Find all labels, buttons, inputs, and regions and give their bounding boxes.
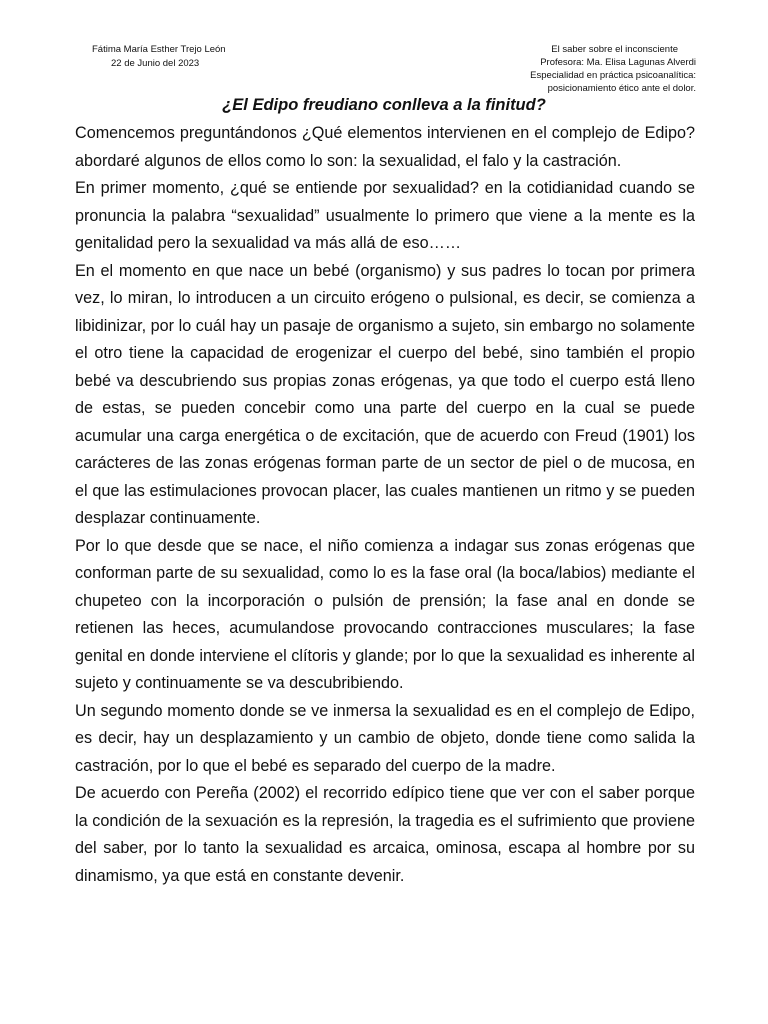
essay-body — [75, 120, 695, 890]
paragraph-6: De acuerdo con Pereña (2002) el recorrido edípico tiene que ver con el saber porque la condición de la sexuación es la represión, la tragedia es el sufrimiento que proviene del saber, por lo tanto la sexualidad es arcaica, ominosa, escapa al hombre por su dinamismo, ya que está en constante devenir. — [75, 784, 695, 885]
course-name: El saber sobre el inconsciente — [551, 44, 678, 55]
paragraph-4: Por lo que desde que se nace, el niño comienza a indagar sus zonas erógenas que conforman parte de su sexualidad, como lo es la fase oral (la boca/labios) mediante el chupeteo con la incorporación o pulsión de prensión; la fase anal en donde se retienen las heces, acumulandose provocando contracciones musculares; la fase genital en donde interviene el clítoris y glande; por lo que la sexualidad es inherente al sujeto y continuamente se va descubribiendo. — [75, 536, 695, 692]
paragraph-3: En el momento en que nace un bebé (organismo) y sus padres lo tocan por primera vez, lo miran, lo introducen a un circuito erógeno o pulsional, es decir, se comienza a libidinizar, por lo cuál hay un pasaje de organismo a sujeto, sin embargo no solamente el otro tiene la capacidad de erogenizar el cuerpo del bebé, sino también el propio bebé va descubriendo sus propias zonas erógenas, ya que todo el cuerpo está lleno de estas, se pueden concebir como una parte del cuerpo en la cual se puede acumular una carga energética o de excitación, que de acuerdo con Freud (1901) los carácteres de las zonas erógenas forman parte de un sector de piel o de mucosa, en el que las estimulaciones provocan placer, las cuales mantienen un ritmo y se pueden desplazar continuamente. — [75, 261, 695, 527]
header-author-block — [92, 43, 226, 70]
essay-title: ¿El Edipo freudiano conlleva a la finitud? — [222, 96, 546, 114]
author-name: Fátima María Esther Trejo León — [92, 44, 226, 55]
program-line-1: Especialidad en práctica psicoanalítica: — [530, 70, 696, 81]
paragraph-1: Comencemos preguntándonos ¿Qué elementos intervienen en el complejo de Edipo? abordaré algunos de ellos como lo son: la sexualidad, el falo y la castración. — [75, 124, 695, 170]
paragraph-2: En primer momento, ¿qué se entiende por sexualidad? en la cotidianidad cuando se pronuncia la palabra “sexualidad” usualmente lo primero que viene a la mente es la genitalidad pero la sexualidad va más allá de eso…… — [75, 179, 695, 252]
document-date: 22 de Junio del 2023 — [111, 57, 200, 69]
paragraph-5: Un segundo momento donde se ve inmersa la sexualidad es en el complejo de Edipo, es decir, hay un desplazamiento y un cambio de objeto, donde tiene como salida la castración, por lo que el bebé es separado del cuerpo de la madre. — [75, 701, 695, 775]
professor-name: Profesora: Ma. Elisa Lagunas Alverdi — [540, 57, 696, 68]
header-course-block — [530, 43, 696, 95]
program-line-2: posicionamiento ético ante el dolor. — [547, 83, 696, 94]
